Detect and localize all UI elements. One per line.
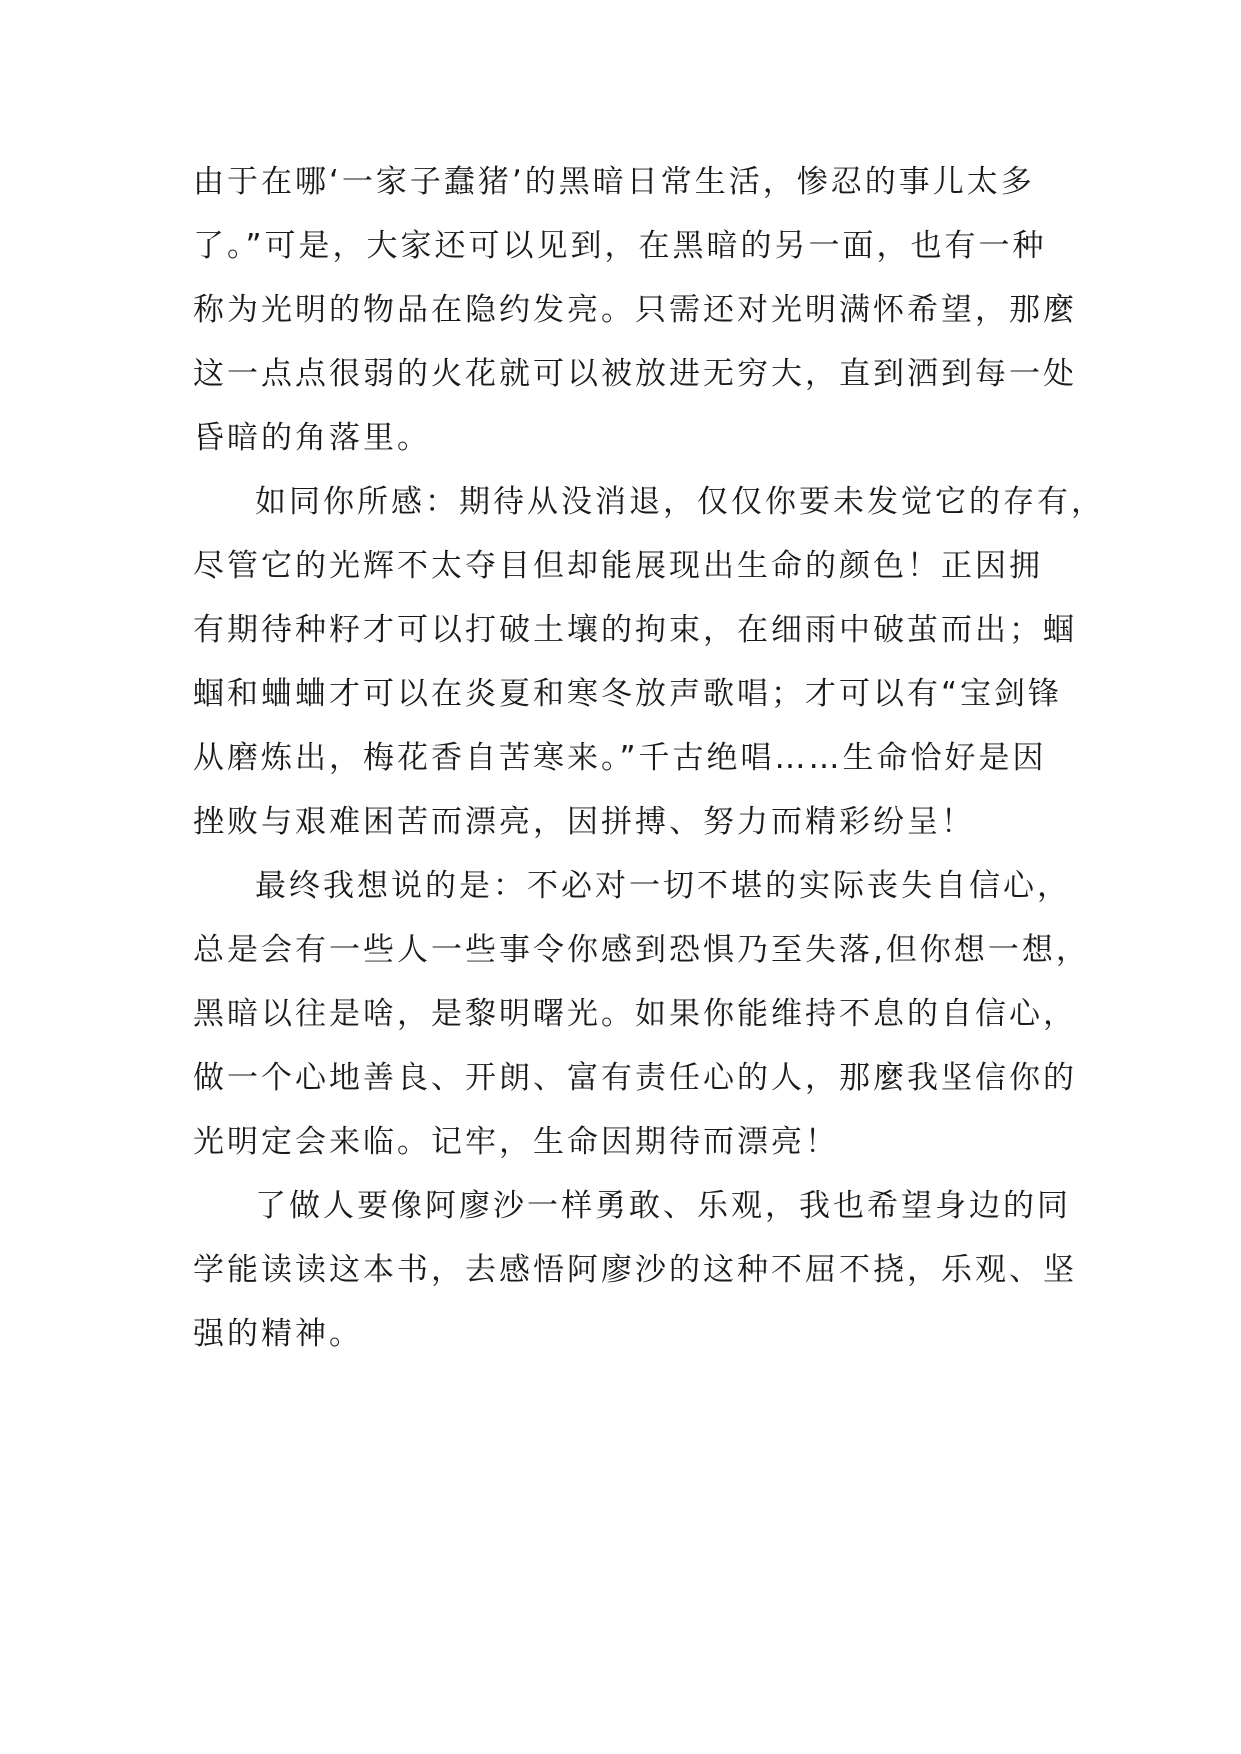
- text-line: 强的精神。: [193, 1316, 363, 1352]
- paragraph-4: [193, 1174, 1077, 1366]
- text-line: 挫败与艰难困苦而漂亮，因拼搏、努力而精彩纷呈！: [193, 804, 975, 840]
- text-line: 总是会有一些人一些事令你感到恐惧乃至失落,但你想一想，: [193, 932, 1090, 968]
- text-line: 这一点点很弱的火花就可以被放进无穷大，直到洒到每一处: [193, 356, 1077, 392]
- text-line: 了做人要像阿廖沙一样勇敢、乐观，我也希望身边的同: [255, 1188, 1071, 1224]
- paragraph-3: [193, 854, 1090, 1174]
- text-line: 学能读读这本书，去感悟阿廖沙的这种不屈不挠，乐观、坚: [193, 1252, 1077, 1288]
- text-line: 光明定会来临。记牢，生命因期待而漂亮！: [193, 1124, 839, 1160]
- text-line: 黑暗以往是啥，是黎明曙光。如果你能维持不息的自信心，: [193, 996, 1077, 1032]
- document-body: [193, 150, 1105, 1366]
- text-line: 由于在哪‘一家子蠢猪’的黑暗日常生活，惨忍的事儿太多: [193, 164, 1035, 200]
- text-line: 称为光明的物品在隐约发亮。只需还对光明满怀希望，那麼: [193, 292, 1077, 328]
- text-line: 蝈和蛐蛐才可以在炎夏和寒冬放声歌唱；才可以有“宝剑锋: [193, 676, 1063, 712]
- text-line: 有期待种籽才可以打破土壤的拘束，在细雨中破茧而出；蝈: [193, 612, 1077, 648]
- text-line: 从磨炼出，梅花香自苦寒来。”千古绝唱……生命恰好是因: [193, 740, 1047, 776]
- text-line: 做一个心地善良、开朗、富有责任心的人，那麼我坚信你的: [193, 1060, 1077, 1096]
- text-line: 尽管它的光辉不太夺目但却能展现出生命的颜色！正因拥: [193, 548, 1043, 584]
- text-line: 昏暗的角落里。: [193, 420, 431, 456]
- text-line: 了。”可是，大家还可以见到，在黑暗的另一面，也有一种: [193, 228, 1047, 264]
- paragraph-2: [193, 470, 1105, 854]
- text-line: 如同你所感：期待从没消退，仅仅你要未发觉它的存有，: [255, 484, 1105, 520]
- paragraph-1: [193, 150, 1077, 470]
- text-line: 最终我想说的是：不必对一切不堪的实际丧失自信心，: [255, 868, 1071, 904]
